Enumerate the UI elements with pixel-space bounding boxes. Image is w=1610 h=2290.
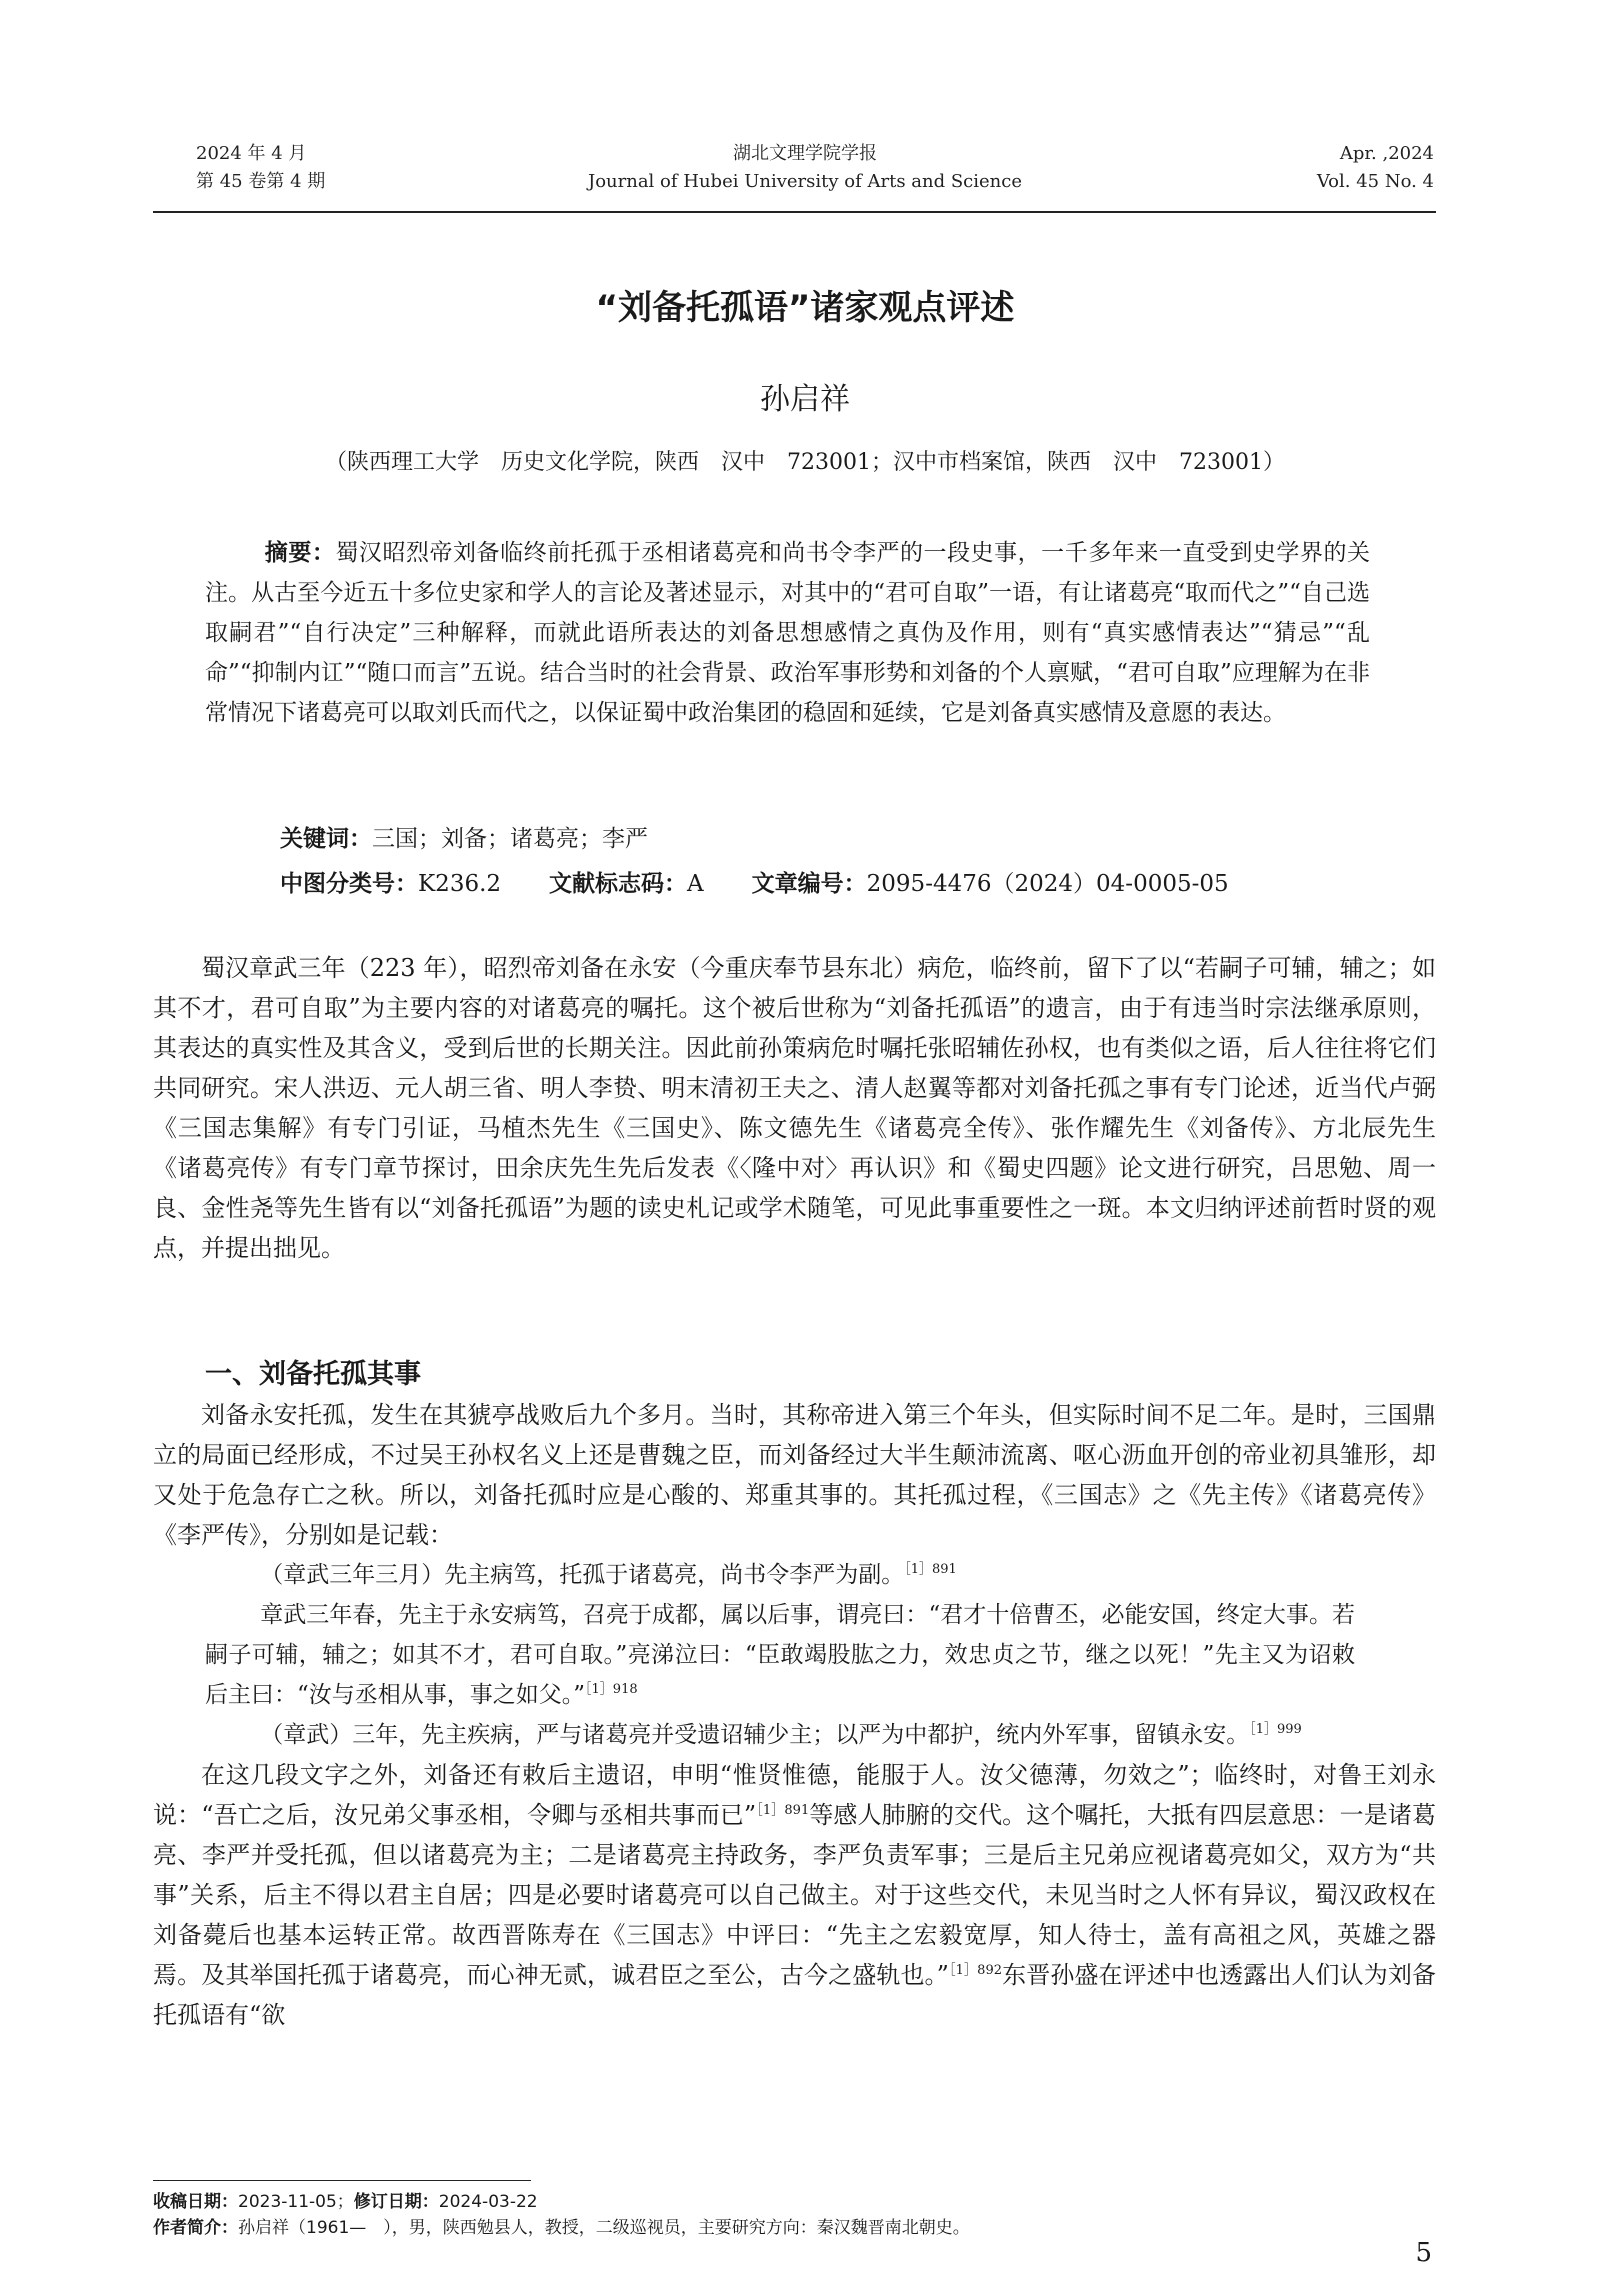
abstract	[205, 533, 1370, 733]
quote-2-citation: ［1］918	[585, 1682, 638, 1697]
header-rule	[153, 211, 1436, 213]
quote-3-citation: ［1］999	[1249, 1722, 1302, 1737]
section-paragraph-2	[153, 1755, 1436, 2035]
revised-label: 修订日期：	[353, 2192, 439, 2212]
author-affiliation: （陕西理工大学 历史文化学院，陕西 汉中 723001；汉中市档案馆，陕西 汉中 723001）	[325, 450, 1285, 475]
quote-2	[205, 1595, 1355, 1715]
quote-3	[205, 1715, 1355, 1755]
para2-citation-2: ［1］892	[948, 1963, 1002, 1978]
para2-part-b: 等感人肺腑的交代。这个嘱托，大抵有四层意思：一是诸葛亮、李严并受托孤，但以诸葛亮为主；二是诸葛亮主持政务，李严负责军事；三是后主兄弟应视诸葛亮如父，双方为“共事”关系，后主不得以君主自居；四是必要时诸葛亮可以自己做主。对于这些交代，未见当时之人怀有异议，蜀汉政权在刘备薨后也基本运转正常。故西晋陈寿在《三国志》中评曰：“先主之宏毅宽厚，知人待士，盖有高祖之风，英雄之器焉。及其举国托孤于诸葛亮，而心神无贰，诚君臣之至公，古今之盛轨也。”	[153, 1801, 1436, 1989]
received-date: 2023-11-05；	[238, 2192, 354, 2212]
article-title: “刘备托孤语”诸家观点评述	[595, 288, 1015, 328]
article-number-label: 文章编号：	[751, 871, 867, 897]
footnote-dates	[153, 2189, 538, 2215]
bio-text: 孙启祥（1961— ），男，陕西勉县人，教授，二级巡视员，主要研究方向：秦汉魏晋南北朝史。	[238, 2218, 970, 2238]
page-number: 5	[1415, 2238, 1432, 2268]
header-volume: 第 45 卷第 4 期	[196, 171, 326, 192]
footnote-author-bio	[153, 2215, 970, 2241]
quote-1-citation: ［1］891	[904, 1562, 957, 1577]
doc-code-label: 文献标志码：	[549, 871, 688, 897]
bio-label: 作者简介：	[153, 2218, 238, 2238]
quote-2-text: 章武三年春，先主于永安病笃，召亮于成都，属以后事，谓亮曰：“君才十倍曹丕，必能安国，终定大事。若嗣子可辅，辅之；如其不才，君可自取。”亮涕泣曰：“臣敢竭股肱之力，效忠贞之节，继之以死！”先主又为诏敕后主曰：“汝与丞相从事，事之如父。”	[205, 1602, 1355, 1708]
intro-paragraph: 蜀汉章武三年（223 年），昭烈帝刘备在永安（今重庆奉节县东北）病危，临终前，留下了以“若嗣子可辅，辅之；如其不才，君可自取”为主要内容的对诸葛亮的嘱托。这个被后世称为“刘备托孤语”的遗言，由于有违当时宗法继承原则，其表达的真实性及其含义，受到后世的长期关注。因此前孙策病危时嘱托张昭辅佐孙权，也有类似之语，后人往往将它们共同研究。宋人洪迈、元人胡三省、明人李贽、明末清初王夫之、清人赵翼等都对刘备托孤之事有专门论述，近当代卢弼《三国志集解》有专门引证，马植杰先生《三国史》、陈文德先生《诸葛亮全传》、张作耀先生《刘备传》、方北辰先生《诸葛亮传》有专门章节探讨，田余庆先生先后发表《〈隆中对〉再认识》和《蜀史四题》论文进行研究，吕思勉、周一良、金性尧等先生皆有以“刘备托孤语”为题的读史札记或学术随笔，可见此事重要性之一斑。本文归纳评述前哲时贤的观点，并提出拙见。	[153, 954, 1436, 1262]
para2-citation-1: ［1］891	[756, 1803, 810, 1818]
abstract-label: 摘要：	[264, 540, 336, 566]
quote-1	[205, 1555, 1355, 1595]
keywords-label: 关键词：	[280, 826, 372, 852]
header-right	[1317, 140, 1434, 196]
doc-code-value: A	[687, 871, 704, 897]
para2-part-c: 东晋孙盛在评述中也透露出人们认为刘备托孤语有“欲	[153, 1961, 1436, 2029]
journal-name-en: Journal of Hubei University of Arts and Science	[587, 171, 1022, 192]
clc-label: 中图分类号：	[280, 871, 418, 897]
received-label: 收稿日期：	[153, 2192, 238, 2212]
header-date: 2024 年 4 月	[196, 143, 307, 164]
section-paragraph-1: 刘备永安托孤，发生在其猇亭战败后九个多月。当时，其称帝进入第三个年头，但实际时间不足二年。是时，三国鼎立的局面已经形成，不过吴王孙权名义上还是曹魏之臣，而刘备经过大半生颠沛流离、呕心沥血开创的帝业初具雏形，却又处于危急存亡之秋。所以，刘备托孤时应是心酸的、郑重其事的。其托孤过程，《三国志》之《先主传》《诸葛亮传》《李严传》，分别如是记载：	[153, 1401, 1436, 1549]
header-date-en: Apr. ,2024	[1339, 143, 1434, 164]
abstract-text: 蜀汉昭烈帝刘备临终前托孤于丞相诸葛亮和尚书令李严的一段史事，一千多年来一直受到史学界的关注。从古至今近五十多位史家和学人的言论及著述显示，对其中的“君可自取”一语，有让诸葛亮“取而代之”“自己选取嗣君”“自行决定”三种解释，而就此语所表达的刘备思想感情之真伪及作用，则有“真实感情表达”“猜忌”“乱命”“抑制内讧”“随口而言”五说。结合当时的社会背景、政治军事形势和刘备的个人禀赋，“君可自取”应理解为在非常情况下诸葛亮可以取刘氏而代之，以保证蜀中政治集团的稳固和延续，它是刘备真实感情及意愿的表达。	[205, 540, 1371, 726]
header-volume-en: Vol. 45 No. 4	[1316, 171, 1434, 192]
revised-date: 2024-03-22	[438, 2192, 538, 2212]
classification-line	[280, 866, 1229, 902]
keywords-text: 三国；刘备；诸葛亮；李严	[372, 826, 648, 852]
quote-1-text: （章武三年三月）先主病笃，托孤于诸葛亮，尚书令李严为副。	[260, 1562, 905, 1588]
footnote-rule	[153, 2180, 531, 2181]
article-author: 孙启祥	[760, 382, 850, 417]
keywords	[280, 821, 648, 857]
clc-value: K236.2	[418, 871, 502, 897]
article-number-value: 2095-4476（2024）04-0005-05	[866, 871, 1229, 897]
quote-3-text: （章武）三年，先主疾病，严与诸葛亮并受遗诏辅少主；以严为中都护，统内外军事，留镇永安。	[260, 1722, 1250, 1748]
section-heading: 一、刘备托孤其事	[205, 1359, 421, 1390]
journal-name-cn: 湖北文理学院学报	[733, 143, 877, 164]
para2-part-a: 在这几段文字之外，刘备还有敕后主遗诏，申明“惟贤惟德，能服于人。汝父德薄，勿效之”；临终时，对鲁王刘永说：“吾亡之后，汝兄弟父事丞相，令卿与丞相共事而已”	[153, 1761, 1436, 1829]
